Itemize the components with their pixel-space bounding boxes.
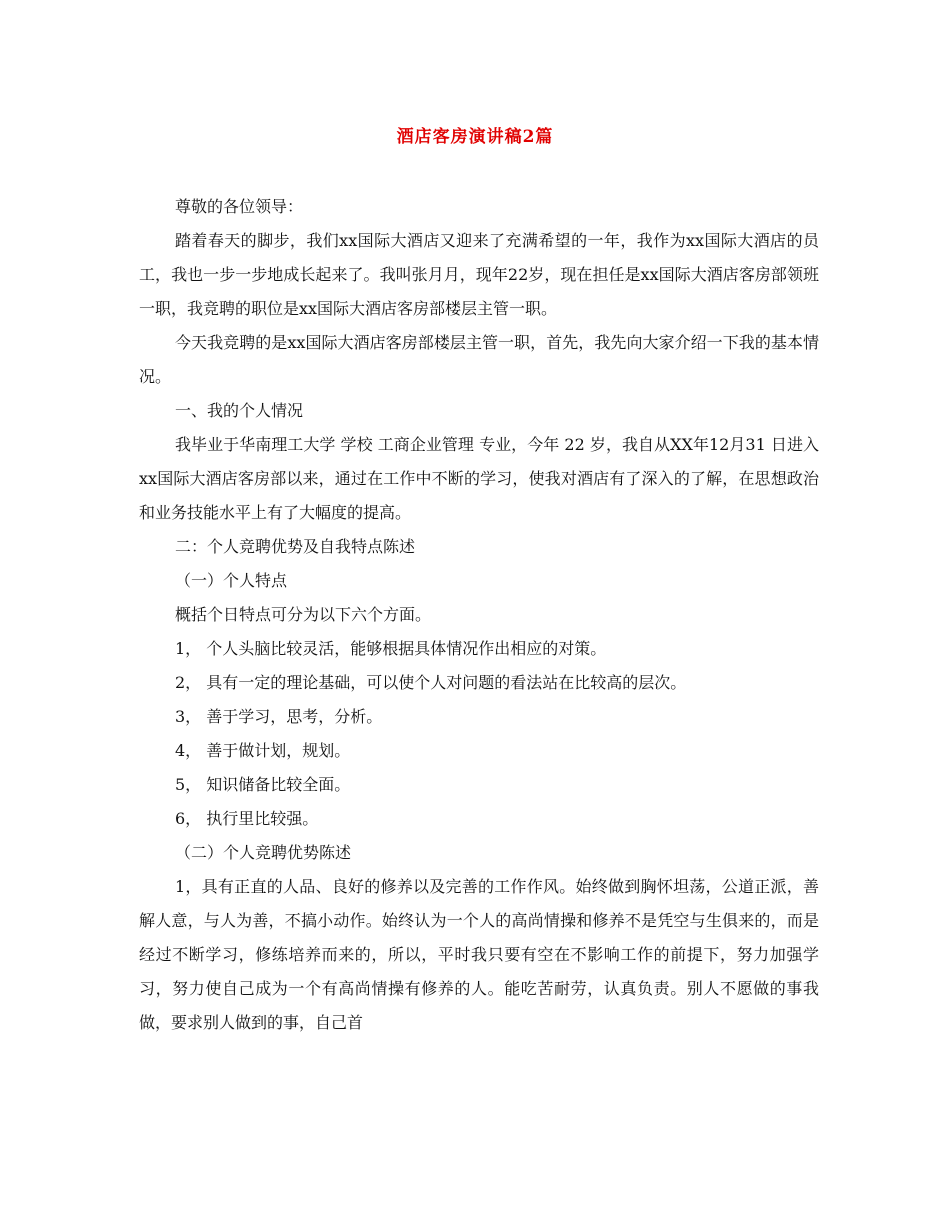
list-item-trait-4: 4， 善于做计划，规划。 [175,741,351,760]
subheading-personal-traits: （一）个人特点 [175,571,288,590]
paragraph-position: 今天我竞聘的是xx国际大酒店客房部楼层主管一职，首先，我先向大家介绍一下我的基本情况。 [139,333,819,386]
list-item-trait-2: 2， 具有一定的理论基础，可以使个人对问题的看法站在比较高的层次。 [175,673,687,692]
paragraph-salutation: 尊敬的各位领导： [175,197,304,216]
paragraph-intro: 踏着春天的脚步，我们xx国际大酒店又迎来了充满希望的一年，我作为xx国际大酒店的员工，我也一步一步地成长起来了。我叫张月月，现年22岁，现在担任是xx国际大酒店客房部领班一职，我竞聘的职位是xx国际大酒店客房部楼层主管一职。 [139,231,819,318]
list-item-trait-3: 3， 善于学习，思考，分析。 [175,707,383,726]
paragraph-advantage-1: 1，具有正直的人品、良好的修养以及完善的工作作风。始终做到胸怀坦荡，公道正派，善解人意，与人为善，不搞小动作。始终认为一个人的高尚情操和修养不是凭空与生俱来的，而是经过不断学习，修练培养而来的，所以，平时我只要有空在不影响工作的前提下，努力加强学习，努力使自己成为一个有高尚情操有修养的人。能吃苦耐劳，认真负责。别人不愿做的事我做，要求别人做到的事，自己首 [139,877,819,1032]
subheading-advantages-statement: （二）个人竞聘优势陈述 [175,843,352,862]
heading-advantages: 二：个人竞聘优势及自我特点陈述 [175,537,416,556]
document-title: 酒店客房演讲稿2篇 [396,127,554,147]
list-item-trait-5: 5， 知识储备比较全面。 [175,775,351,794]
paragraph-traits-summary: 概括个日特点可分为以下六个方面。 [175,605,432,624]
document-body [139,190,819,1040]
list-item-trait-6: 6， 执行里比较强。 [175,809,319,828]
list-item-trait-1: 1， 个人头脑比较灵活，能够根据具体情况作出相应的对策。 [175,639,607,658]
paragraph-education: 我毕业于华南理工大学 学校 工商企业管理 专业，今年 22 岁，我自从XX年12月31 日进入 xx国际大酒店客房部以来，通过在工作中不断的学习，使我对酒店有了深入的了解，在思想政治和业务技能水平上有了大幅度的提高。 [139,435,819,522]
heading-personal-situation: 一、我的个人情况 [175,401,304,420]
